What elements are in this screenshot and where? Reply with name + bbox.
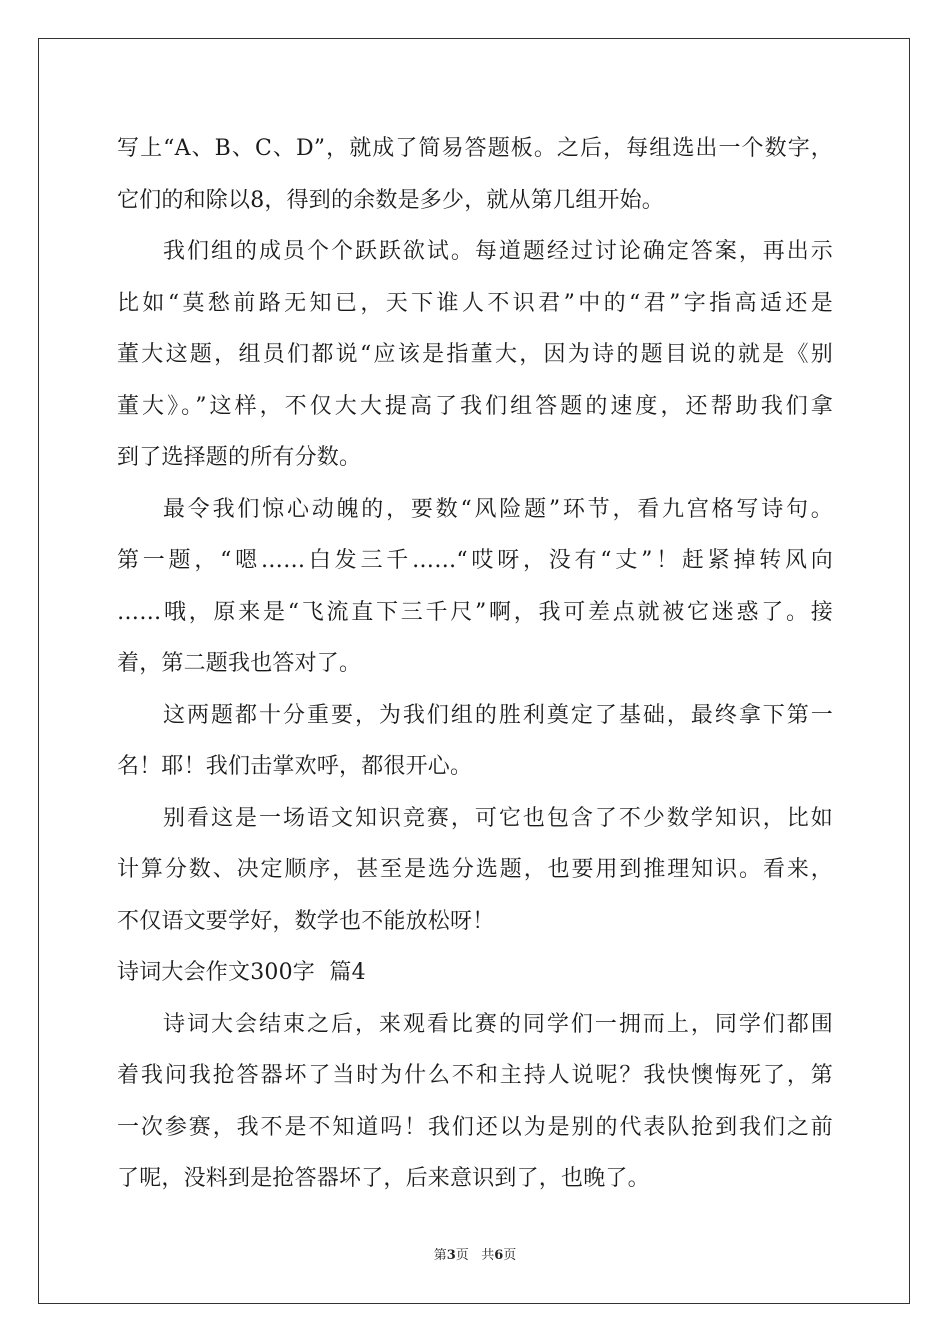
text-line: 一次参赛，我不是不知道吗！我们还以为是别的代表队抢到我们之前 — [117, 1114, 833, 1140]
total-suffix: 页 — [503, 1248, 517, 1263]
page-prefix: 第 — [433, 1248, 447, 1263]
page-current: 3 — [446, 1248, 456, 1263]
text-line: 到了选择题的所有分数。 — [117, 445, 362, 470]
paragraph-start-line: 别看这是一场语文知识竞赛，可它也包含了不少数学知识，比如 — [163, 805, 833, 831]
page-total: 6 — [494, 1248, 504, 1263]
text-line: 了呢，没料到是抢答器坏了，后来意识到了，也晚了。 — [117, 1166, 650, 1191]
text-line: 不仅语文要学好，数学也不能放松呀！ — [117, 908, 495, 934]
text-line: ……哦，原来是“飞流直下三千尺”啊，我可差点就被它迷惑了。接 — [117, 599, 833, 625]
document-body — [117, 123, 833, 1205]
text-line: 着，第二题我也答对了。 — [117, 651, 362, 676]
page-footer — [0, 1244, 950, 1263]
paragraph-start-line: 最令我们惊心动魄的，要数“风险题”环节，看九宫格写诗句。 — [163, 496, 833, 522]
text-line: 计算分数、决定顺序，甚至是选分选题，也要用到推理知识。看来， — [117, 857, 833, 882]
paragraph-start-line: 诗词大会结束之后，来观看比赛的同学们一拥而上，同学们都围 — [163, 1011, 833, 1037]
paragraph-start-line: 这两题都十分重要，为我们组的胜利奠定了基础，最终拿下第一 — [163, 702, 833, 728]
paragraph-start-line: 我们组的成员个个跃跃欲试。每道题经过讨论确定答案，再出示 — [163, 239, 833, 264]
text-line: 比如“莫愁前路无知已，天下谁人不识君”中的“君”字指高适还是 — [117, 290, 833, 316]
text-line: 董大这题，组员们都说“应该是指董大，因为诗的题目说的就是《别 — [117, 342, 833, 367]
total-prefix: 共 — [481, 1248, 495, 1263]
section-heading: 诗词大会作文300字 篇4 — [117, 960, 366, 985]
text-line: 着我问我抢答器坏了当时为什么不和主持人说呢？我快懊悔死了，第 — [117, 1063, 833, 1088]
text-line: 第一题，“嗯……白发三千……“哎呀，没有“丈”！赶紧掉转风向 — [117, 548, 833, 573]
text-line: 写上“A、B、C、D”，就成了简易答题板。之后，每组选出一个数字， — [117, 136, 833, 161]
page-suffix: 页 — [455, 1248, 469, 1263]
text-line: 它们的和除以8，得到的余数是多少，就从第几组开始。 — [117, 187, 664, 213]
text-line: 名！耶！我们击掌欢呼，都很开心。 — [117, 754, 473, 779]
text-line: 董大》。”这样，不仅大大提高了我们组答题的速度，还帮助我们拿 — [117, 393, 833, 419]
